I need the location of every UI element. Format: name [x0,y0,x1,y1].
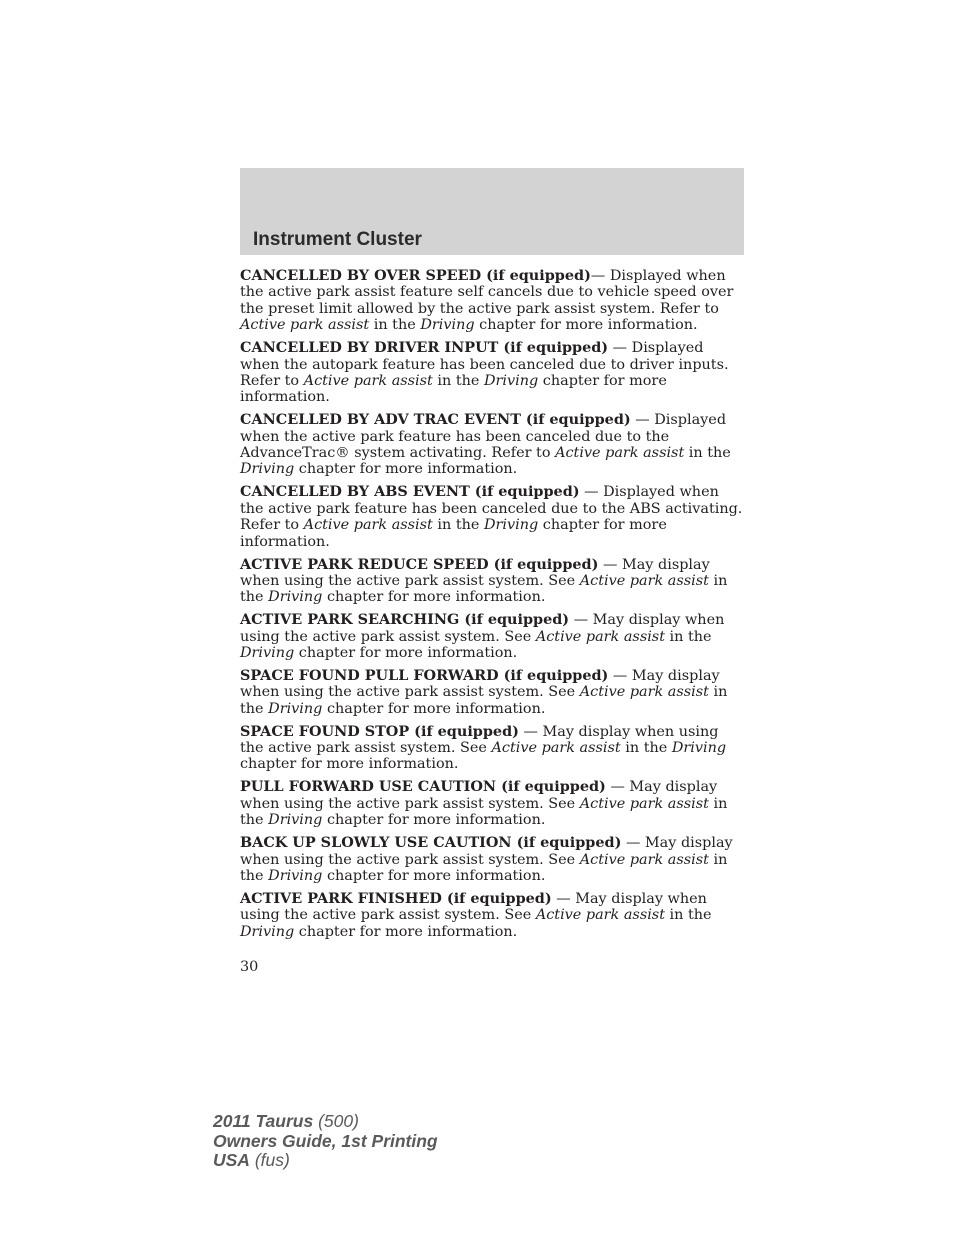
section-title: Instrument Cluster [253,229,422,250]
entry-term: ACTIVE PARK REDUCE SPEED (if equipped) [240,555,599,573]
message-entry-searching: ACTIVE PARK SEARCHING (if equipped) — May display when using the active park assist system. See Active park assist in the Driving chapter for more information. [240,611,725,662]
footer-line-model: 2011 Taurus (500) [213,1111,359,1131]
entry-ref-chapter: Driving [240,645,295,662]
entry-ref-section: Active park assist [555,445,685,462]
message-entry-cancelled-adv-trac: CANCELLED BY ADV TRAC EVENT (if equipped) — Displayed when the active park feature has been canceled due to the AdvanceTrac® system activating. Refer to Active park assist in the Driving chapter for more information. [240,411,731,478]
entry-ref-section: Active park assist [579,795,709,812]
footer-line-region: USA (fus) [213,1150,290,1170]
entry-term: BACK UP SLOWLY USE CAUTION (if equipped) [240,834,622,852]
entry-ref-chapter: Driving [484,517,539,534]
entry-ref-section: Active park assist [535,907,665,924]
entry-term: CANCELLED BY OVER SPEED (if equipped) [240,267,591,284]
entry-term: CANCELLED BY ADV TRAC EVENT (if equipped) [240,411,631,429]
page-body [240,268,746,947]
entry-ref-chapter: Driving [484,372,539,389]
entry-ref-section: Active park assist [240,317,370,334]
message-entry-finished: ACTIVE PARK FINISHED (if equipped) — May display when using the active park assist system. See Active park assist in the Driving chapter for more information. [240,889,712,940]
entry-ref-section: Active park assist [535,628,665,645]
message-entry-cancelled-over-speed: CANCELLED BY OVER SPEED (if equipped)— Displayed when the active park assist feature self cancels due to vehicle speed over the preset limit allowed by the active park assist system. Refer to Active park assist in the Driving chapter for more information. [240,267,734,334]
message-entry-back-up-slowly: BACK UP SLOWLY USE CAUTION (if equipped) — May display when using the active park assist system. See Active park assist in the Driving chapter for more information. [240,834,733,884]
footer-line-edition: Owners Guide, 1st Printing [213,1130,438,1151]
message-entry-space-found-pull-forward: SPACE FOUND PULL FORWARD (if equipped) — May display when using the active park assist system. See Active park assist in the Driving chapter for more information. [240,666,728,717]
section-header-band [240,168,744,255]
entry-ref-chapter: Driving [268,700,323,717]
entry-ref-section: Active park assist [303,517,433,534]
entry-term: ACTIVE PARK FINISHED (if equipped) [240,889,552,907]
entry-ref-section: Active park assist [579,684,709,701]
entry-ref-chapter: Driving [268,812,323,829]
entry-ref-chapter: Driving [671,740,727,757]
entry-ref-chapter: Driving [240,461,295,478]
message-entry-pull-forward-caution: PULL FORWARD USE CAUTION (if equipped) — May display when using the active park assist system. See Active park assist in the Driving chapter for more information. [240,778,728,829]
entry-term: CANCELLED BY DRIVER INPUT (if equipped) [240,339,609,357]
entry-ref-section: Active park assist [303,372,433,389]
entry-term: SPACE FOUND STOP (if equipped) [240,722,519,740]
entry-ref-chapter: Driving [240,923,295,940]
entry-term: SPACE FOUND PULL FORWARD (if equipped) [240,666,609,684]
entry-ref-chapter: Driving [420,317,475,334]
document-footer [213,1112,438,1171]
entry-ref-section: Active park assist [579,851,709,868]
entry-ref-chapter: Driving [268,589,323,606]
entry-term: ACTIVE PARK SEARCHING (if equipped) [240,611,570,629]
entry-term: PULL FORWARD USE CAUTION (if equipped) [240,778,606,796]
message-entry-reduce-speed: ACTIVE PARK REDUCE SPEED (if equipped) — May display when using the active park assist system. See Active park assist in the Driving chapter for more information. [240,555,728,606]
message-entry-cancelled-abs-event: CANCELLED BY ABS EVENT (if equipped) — Displayed when the active park feature has been canceled due to the ABS activating. Refer to Active park assist in the Driving chapter for more information. [240,483,743,550]
entry-ref-chapter: Driving [268,867,323,884]
entry-ref-section: Active park assist [579,572,709,589]
entry-term: CANCELLED BY ABS EVENT (if equipped) [240,483,580,501]
message-entry-space-found-stop: SPACE FOUND STOP (if equipped) — May display when using the active park assist system. See Active park assist in the Driving chapter for more information. [240,722,727,773]
message-entry-cancelled-driver-input: CANCELLED BY DRIVER INPUT (if equipped) — Displayed when the autopark feature has been canceled due to driver inputs. Refer to Active park assist in the Driving chapter for more information. [240,339,729,406]
entry-ref-section: Active park assist [491,740,621,757]
page-number: 30 [240,959,259,975]
